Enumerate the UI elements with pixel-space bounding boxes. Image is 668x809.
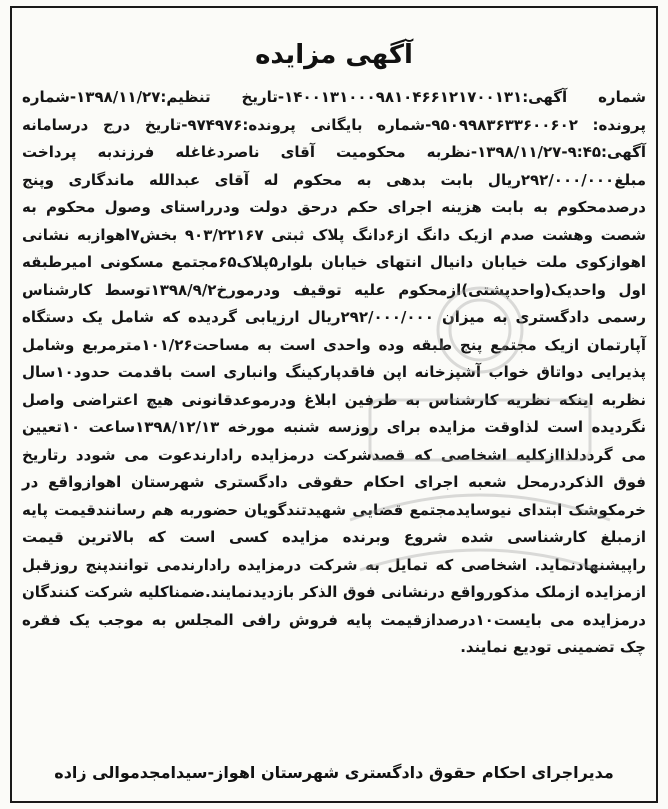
notice-signature: مدیراجرای احکام حقوق دادگستری شهرستان اهواز-سیدامجدموالی زاده	[54, 763, 614, 782]
notice-title: آگهی مزایده	[255, 40, 413, 70]
notice-body: شماره آگهی:۱۴۰۰۱۳۱۰۰۰۹۸۱۰۴۶۶۱۲۱۷۰۰۱۳۱-تاریخ تنظیم:۱۳۹۸/۱۱/۲۷-شماره پرونده: ۹۵۰۹۹۸۳۶۳۳۶۰۰۶۰۲-شماره بایگانی پرونده:۹۷۴۹۷۶-تاریخ درج درسامانه آگهی:۹:۴۵-۱۳۹۸/۱۱/۲۷-نظربه محکومیت آقای ناصردغاغله فرزندبه پرداخت مبلغ۲۹۲/۰۰۰/۰۰۰ریال بابت بدهی به محکوم له آقای عبدالله ماندگاری وپنج درصدمحکوم به بابت هزینه اجرای حکم درحق دولت ودرراستای وصول محکوم به شصت وهشت صدم ازیک دانگ از۶دانگ پلاک ثبتی ۹۰۳/۲۲۱۶۷ بخش۷اهوازبه نشانی اهوازکوی ملت خیابان دانیال انتهای خیابان بلوار۵پلاک۶۵مجتمع مسکونی امیرطبقه اول واحدیک(واحدپشتی)ازمحکوم علیه توقیف ودرمورخ۱۳۹۸/۹/۲توسط کارشناس رسمی دادگستری به میزان ۲۹۲/۰۰۰/۰۰۰ریال ارزیابی گردیده که شامل یک دستگاه آپارتمان ازیک مجتمع پنج طبقه وده واحدی است به مساحت۱۰۱/۲۶مترمربع وشامل پذیرایی دواتاق خواب آشپزخانه اپن فاقدپارکینگ وانباری است باقدمت حدود۱۰سال نظربه اینکه نظریه کارشناس به طرفین ابلاغ ودرموعدقانونی هیچ اعتراضی واصل نگردیده است لذاوقت مزایده برای روزسه شنبه مورخه ۱۳۹۸/۱۲/۱۳ساعت ۱۰تعیین می گرددلذاازکلیه اشخاصی که قصدشرکت درمزایده رادارندعوت می شودد رتاریخ فوق الذکردرمحل شعبه اجرای احکام حقوقی دادگستری شهرستان اهوازواقع در خرمکوشک ابتدای نیوسایدمجتمع قضایی شهیدتندگویان حضوربه هم رسانندقیمت پایه ازمبلغ کارشناسی شده شروع وبرنده مزایده کسی است که بالاترین قیمت راپیشنهادنماید. اشخاصی که تمایل به شرکت درمزایده رادارندمی توانندپنج روزقبل ازمزایده ازملک مذکورواقع درنشانی فوق الذکر بازدیدنمایند.ضمناکلیه شرکت کنندگان درمزایده می بایست۱۰درصدازقیمت پایه فروش رافی المجلس به موجب یک فقره چک تضمینی تودیع نمایند.	[22, 88, 647, 656]
